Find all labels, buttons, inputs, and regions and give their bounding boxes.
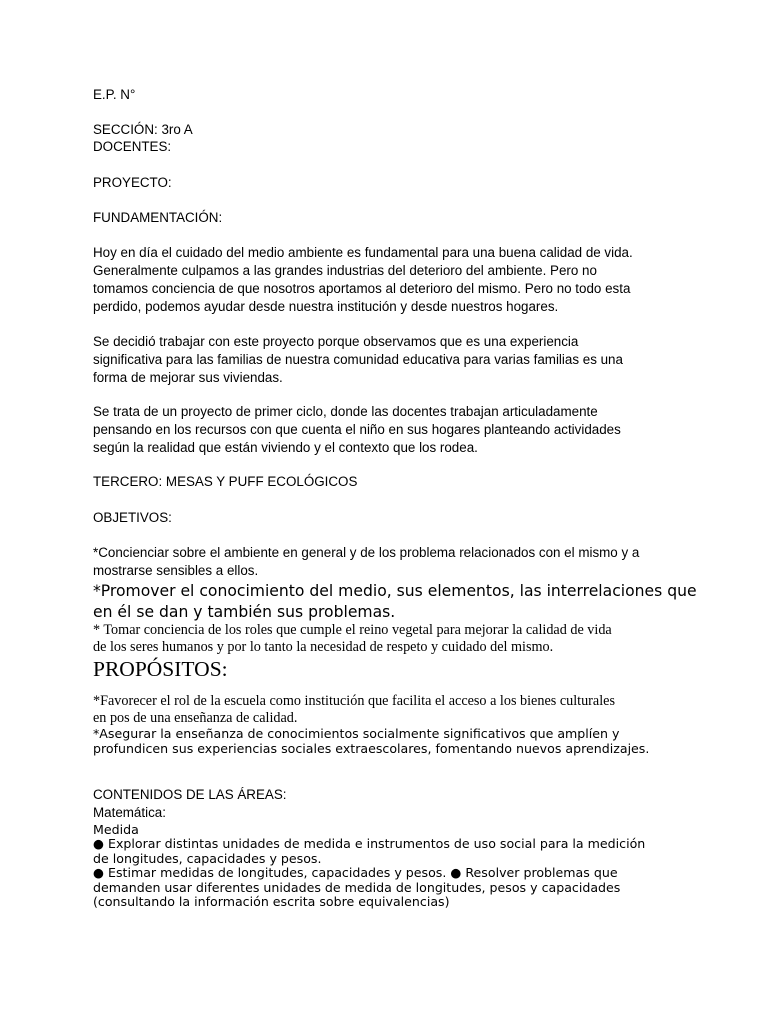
docentes: DOCENTES: <box>93 139 172 154</box>
subarea-medida: Medida <box>93 822 139 837</box>
contenidos-heading: CONTENIDOS DE LAS ÁREAS: <box>93 787 287 802</box>
seccion: SECCIÓN: 3ro A <box>93 122 193 137</box>
tercero-title: TERCERO: MESAS Y PUFF ECOLÓGICOS <box>93 474 358 489</box>
fundamentacion-paragraph-1: Hoy en día el cuidado del medio ambiente es fundamental para una buena calidad de vida. Generalmente culpamos a las grandes industrias del deterioro del ambiente. Pero no tomamos conciencia de que nosotros aportamos al deterioro del mismo. Pero no todo esta perdido, podemos ayudar desde nuestra institución y desde nuestros hogares. <box>93 245 633 314</box>
contenidos-medida-list: ● Explorar distintas unidades de medida e instrumentos de uso social para la medición de longitudes, capacidades y pesos. ● Estimar medidas de longitudes, capacidades y pesos. ● Resolver problemas que demanden usar diferentes unidades de medida de longitudes, pesos y capacidades (consultando la información escrita sobre equivalencias) <box>93 836 646 909</box>
propositos-heading: PROPÓSITOS: <box>93 657 228 681</box>
proposito-item-2: *Asegurar la enseñanza de conocimientos socialmente significativos que amplíen y profundicen sus experiencias sociales extraescolares, fomentando nuevos aprendizajes. <box>93 726 650 756</box>
proposito-item-1: *Favorecer el rol de la escuela como institución que facilita el acceso a los bienes culturales en pos de una enseñanza de calidad. <box>93 693 615 726</box>
fundamentacion-paragraph-2: Se decidió trabajar con este proyecto porque observamos que es una experiencia significativa para las familias de nuestra comunidad educativa para varias familias es una forma de mejorar sus viviendas. <box>93 334 623 385</box>
objetivo-item-1: *Concienciar sobre el ambiente en general y de los problema relacionados con el mismo y a mostrarse sensibles a ellos. <box>93 545 640 578</box>
proyecto: PROYECTO: <box>93 175 172 190</box>
objetivos-heading: OBJETIVOS: <box>93 510 172 525</box>
area-matematica: Matemática: <box>93 805 166 820</box>
objetivo-item-2: *Promover el conocimiento del medio, sus elementos, las interrelaciones que en él se dan y también sus problemas. <box>93 582 697 621</box>
fundamentacion-heading: FUNDAMENTACIÓN: <box>93 210 223 225</box>
ep-number: E.P. N° <box>93 87 136 102</box>
fundamentacion-paragraph-3: Se trata de un proyecto de primer ciclo, donde las docentes trabajan articuladamente pensando en los recursos con que cuenta el niño en sus hogares planteando actividades según la realidad que están viviendo y el contexto que los rodea. <box>93 404 621 455</box>
objetivo-item-3: * Tomar conciencia de los roles que cumple el reino vegetal para mejorar la calidad de vida de los seres humanos y por lo tanto la necesidad de respeto y cuidado del mismo. <box>93 622 612 655</box>
